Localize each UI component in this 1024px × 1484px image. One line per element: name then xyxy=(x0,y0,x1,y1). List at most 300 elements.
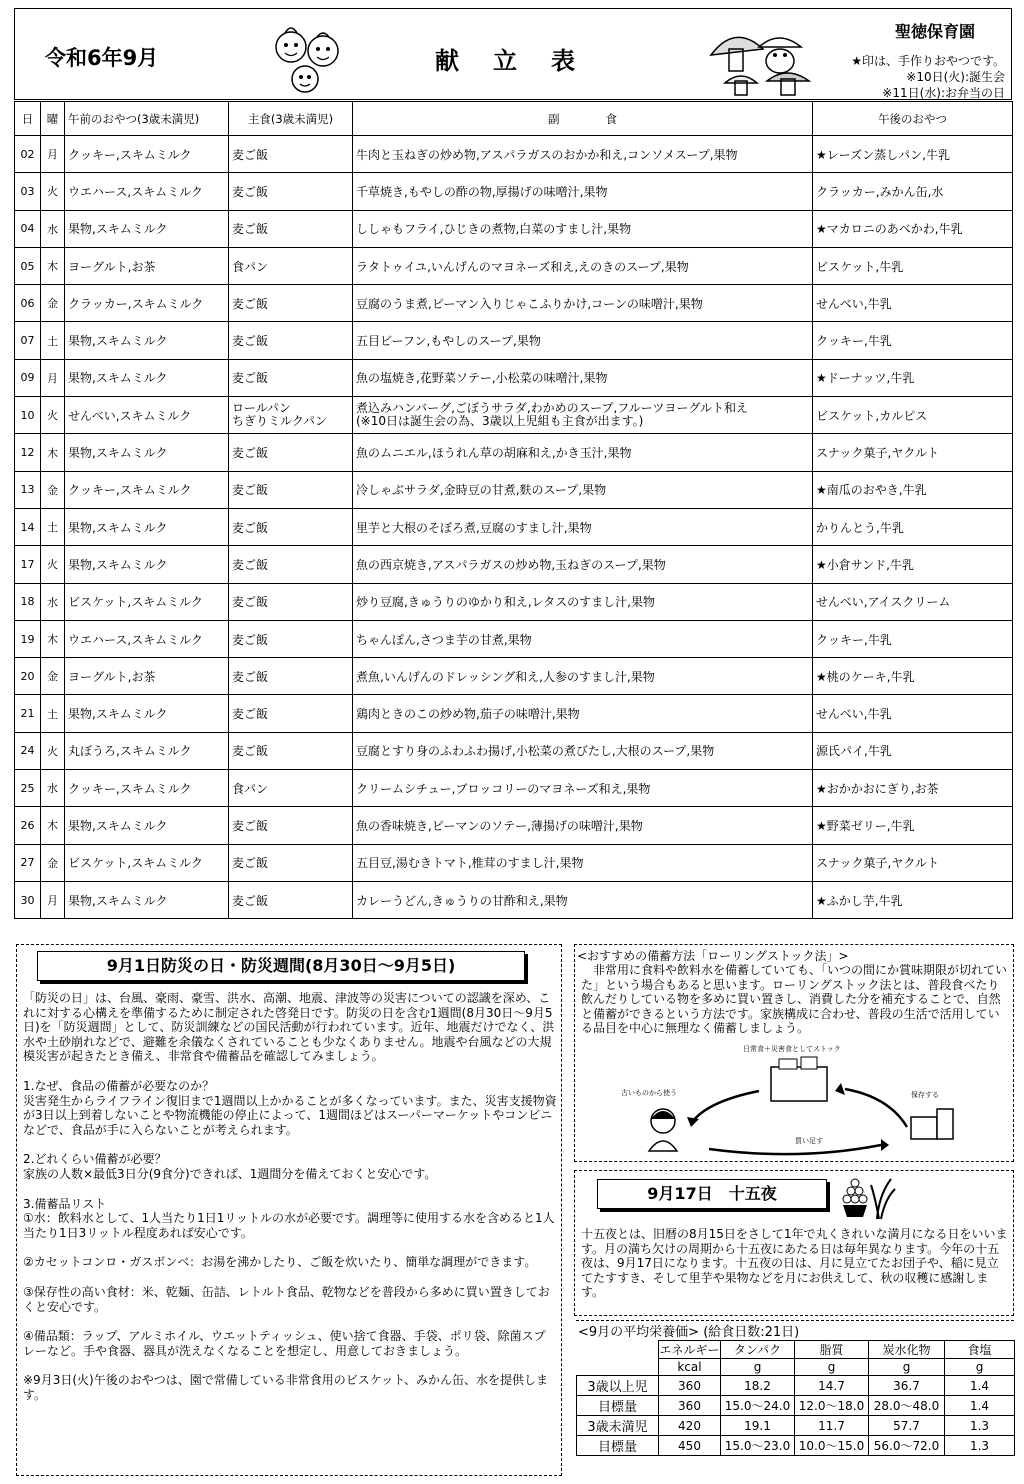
menu-row xyxy=(15,844,1013,881)
moon-dango-susuki-icon xyxy=(841,1175,897,1223)
afternoon-snack: ★ドーナッツ,牛乳 xyxy=(816,371,915,386)
side-dishes: 里芋と大根のそぼろ煮,豆腐のすまし汁,果物 xyxy=(356,520,592,535)
staple: 麦ご飯 xyxy=(232,334,269,349)
staple-cell xyxy=(229,695,353,732)
morning-snack-cell xyxy=(65,807,229,844)
day-cell xyxy=(15,247,41,284)
nutrient-value: 1.3 xyxy=(945,1416,1015,1436)
staple: 麦ご飯 xyxy=(232,818,269,833)
morning-snack: 果物,スキムミルク xyxy=(68,707,168,722)
staple-cell xyxy=(229,397,353,434)
weekday: 木 xyxy=(47,446,58,460)
nutrient-value: 420 xyxy=(659,1416,721,1436)
side-dishes: 魚のムニエル,ほうれん草の胡麻和え,かき玉汁,果物 xyxy=(356,446,632,461)
menu-row xyxy=(15,881,1013,918)
side-dishes: 豆腐とすり身のふわふわ揚げ,小松菜の煮びたし,大根のスープ,果物 xyxy=(356,744,715,759)
staple-cell xyxy=(229,546,353,583)
afternoon-snack-cell xyxy=(813,247,1013,284)
side-dishes: 魚の西京焼き,アスパラガスの炒め物,玉ねぎのスープ,果物 xyxy=(356,557,666,572)
morning-snack-cell xyxy=(65,695,229,732)
morning-snack: 果物,スキムミルク xyxy=(68,334,168,349)
side-dish-cell xyxy=(353,583,813,620)
side-dish-cell xyxy=(353,881,813,918)
col-afternoon-snack: 午後のおやつ xyxy=(813,102,1013,136)
nutrition-table xyxy=(576,1340,1015,1456)
staple: 麦ご飯 xyxy=(232,147,269,162)
morning-snack-cell xyxy=(65,508,229,545)
nutrition-row xyxy=(577,1396,1015,1416)
staple: 麦ご飯 xyxy=(232,557,269,572)
staple-cell xyxy=(229,322,353,359)
morning-snack-cell xyxy=(65,322,229,359)
afternoon-snack-cell xyxy=(813,397,1013,434)
afternoon-snack: ★おかかおにぎり,お茶 xyxy=(816,781,939,796)
day-number: 24 xyxy=(20,744,35,758)
side-dish-cell xyxy=(353,508,813,545)
weekday-cell xyxy=(41,322,65,359)
afternoon-snack-cell xyxy=(813,620,1013,657)
afternoon-snack-cell xyxy=(813,844,1013,881)
menu-row xyxy=(15,732,1013,769)
staple: 麦ご飯 xyxy=(232,483,269,498)
weekday-cell xyxy=(41,881,65,918)
day-number: 14 xyxy=(20,520,35,534)
nutrient-value: 19.1 xyxy=(721,1416,795,1436)
weekday: 木 xyxy=(47,633,58,646)
morning-snack: 果物,スキムミルク xyxy=(68,446,168,461)
nutrient-value: 450 xyxy=(659,1436,721,1456)
school-name: 聖徳保育園 xyxy=(894,22,975,41)
paragraph: 2.どれくらい備蓄が必要？ 家族の人数×最低3日分(9食分)できれば、1週間分を備えておくと安心です。 xyxy=(23,1152,437,1181)
weekday: 火 xyxy=(47,558,58,572)
day-cell xyxy=(15,285,41,322)
morning-snack: クッキー,スキムミルク xyxy=(68,483,192,498)
day-cell xyxy=(15,322,41,359)
morning-snack-cell xyxy=(65,770,229,807)
nutrient-value: 18.2 xyxy=(721,1376,795,1396)
day-cell xyxy=(15,695,41,732)
vegetable-characters-illustration xyxy=(267,23,347,95)
staple-cell xyxy=(229,359,353,396)
afternoon-snack-cell xyxy=(813,770,1013,807)
weekday: 月 xyxy=(47,894,58,908)
paragraph: 「防災の日」は、台風、豪雨、豪雪、洪水、高潮、地震、津波等の災害についての認識を深め、これに対する心構えを準備するために制定された啓発日です。防災の日を含む1週間(8月30日～9月5日)を「防災週間」として、防災訓練などの国民活動が行われています。近年、地震だけでなく、洪水や土砂崩れなどで、避難を余儀なくされていることも少なくありません。地震や台風などの大規模災害が起きたとき備え、非常食や備蓄品を確認してみましょう。 xyxy=(23,991,555,1064)
note-line: ※11日(水):お弁当の日 xyxy=(882,86,1005,100)
side-dish-cell xyxy=(353,695,813,732)
day-cell xyxy=(15,844,41,881)
morning-snack-cell xyxy=(65,881,229,918)
day-number: 03 xyxy=(20,184,35,198)
paragraph: ④備品類：ラップ、アルミホイル、ウエットティッシュ、使い捨て食器、手袋、ポリ袋、除菌スプレーなど。手や食器、器具が洗えなくなることを想定し、用意しておきましょう。 xyxy=(23,1329,546,1358)
day-number: 21 xyxy=(20,707,35,721)
morning-snack-cell xyxy=(65,658,229,695)
weekday: 金 xyxy=(47,297,58,311)
day-number: 10 xyxy=(20,408,35,422)
day-cell xyxy=(15,397,41,434)
menu-row xyxy=(15,583,1013,620)
day-number: 07 xyxy=(20,334,35,348)
menu-row xyxy=(15,695,1013,732)
morning-snack: ヨーグルト,お茶 xyxy=(68,669,156,684)
weekday-cell xyxy=(41,620,65,657)
col-side-dishes: 副 食 xyxy=(353,102,813,136)
weekday-cell xyxy=(41,247,65,284)
afternoon-snack: クッキー,牛乳 xyxy=(816,334,892,349)
nutrient-value: 10.0～15.0 xyxy=(795,1436,869,1456)
morning-snack: 果物,スキムミルク xyxy=(68,818,168,833)
nutrient-value: 360 xyxy=(659,1376,721,1396)
side-dishes: 鶏肉ときのこの炒め物,茄子の味噌汁,果物 xyxy=(356,707,580,722)
staple-cell xyxy=(229,583,353,620)
day-number: 18 xyxy=(20,595,35,609)
note-line: ※10日(火):誕生会 xyxy=(906,70,1005,84)
side-dish-cell xyxy=(353,770,813,807)
staple: 麦ご飯 xyxy=(232,222,269,237)
morning-snack-cell xyxy=(65,732,229,769)
morning-snack-cell xyxy=(65,285,229,322)
menu-row xyxy=(15,322,1013,359)
nutrient-value: 360 xyxy=(659,1396,721,1416)
staple-cell xyxy=(229,136,353,173)
weekday: 土 xyxy=(47,521,58,535)
side-dish-cell xyxy=(353,359,813,396)
weekday: 金 xyxy=(47,856,58,870)
rolling-body: 非常用に食料や飲料水を備蓄していても、「いつの間にか賞味期限が切れていた」という場合もあると思います。ローリングストック法とは、普段食べたり飲んだりしている物を多めに買い置きし、消費した分を補充することで、自然と備蓄ができるという方法です。家族構成に合わせ、普段の生活で活用している品目を中心に無理なく備蓄しましょう。 xyxy=(581,963,1008,1036)
weekday: 土 xyxy=(47,334,58,348)
rolling-stock-section xyxy=(574,944,1014,1162)
staple: 麦ご飯 xyxy=(232,707,269,722)
weekday-cell xyxy=(41,173,65,210)
afternoon-snack: スナック菓子,ヤクルト xyxy=(816,446,939,461)
weekday: 木 xyxy=(47,819,58,833)
side-dishes: 豆腐のうま煮,ピーマン入りじゃこふりかけ,コーンの味噌汁,果物 xyxy=(356,296,703,311)
nutrition-rows xyxy=(577,1376,1015,1456)
nutrient-value: 57.7 xyxy=(869,1416,945,1436)
afternoon-snack: ★小倉サンド,牛乳 xyxy=(816,557,914,572)
afternoon-snack-cell xyxy=(813,695,1013,732)
weekday-cell xyxy=(41,732,65,769)
nutrition-row xyxy=(577,1376,1015,1396)
morning-snack: 果物,スキムミルク xyxy=(68,222,168,237)
menu-row xyxy=(15,658,1013,695)
day-number: 12 xyxy=(20,446,35,460)
day-number: 09 xyxy=(20,371,35,385)
nutrient-value: 56.0～72.0 xyxy=(869,1436,945,1456)
staple-cell xyxy=(229,881,353,918)
staple: 麦ご飯 xyxy=(232,856,269,871)
menu-row xyxy=(15,285,1013,322)
menu-row xyxy=(15,434,1013,471)
paragraph: 1.なぜ、食品の備蓄が必要なのか？ 災害発生からライフライン復旧まで1週間以上かかることが多くなっています。また、災害支援物資が3日以上到着しないことや物流機能の停止によって、1週間ほどはスーパーマーケットやコンビニなどで、食品が手に入らないことが考えられます。 xyxy=(23,1078,557,1137)
menu-row xyxy=(15,397,1013,434)
disaster-body xyxy=(23,991,557,1417)
afternoon-snack-cell xyxy=(813,173,1013,210)
day-number: 02 xyxy=(20,147,35,161)
jugoya-section xyxy=(574,1170,1014,1316)
afternoon-snack: かりんとう,牛乳 xyxy=(816,520,904,535)
side-dish-cell xyxy=(353,322,813,359)
staple: ロールパン xyxy=(232,401,291,416)
side-dishes: クリームシチュー,ブロッコリーのマヨネーズ和え,果物 xyxy=(356,781,651,796)
morning-snack-cell xyxy=(65,546,229,583)
afternoon-snack-cell xyxy=(813,583,1013,620)
afternoon-snack: 源氏パイ,牛乳 xyxy=(816,744,892,759)
nutrient-value: 14.7 xyxy=(795,1376,869,1396)
weekday: 火 xyxy=(47,744,58,758)
weekday: 水 xyxy=(47,222,58,236)
unit-cell: kcal xyxy=(659,1359,721,1376)
weekday-cell xyxy=(41,508,65,545)
nutrient-header: 脂質 xyxy=(795,1341,869,1359)
nutrient-value: 15.0～23.0 xyxy=(721,1436,795,1456)
morning-snack: クッキー,スキムミルク xyxy=(68,781,192,796)
side-dish-cell xyxy=(353,546,813,583)
staple: 麦ご飯 xyxy=(232,595,269,610)
weekday: 火 xyxy=(47,185,58,199)
afternoon-snack: ★野菜ゼリー,牛乳 xyxy=(816,818,915,833)
morning-snack: ビスケット,スキムミルク xyxy=(68,856,203,871)
nutrient-value: 28.0～48.0 xyxy=(869,1396,945,1416)
afternoon-snack-cell xyxy=(813,807,1013,844)
day-cell xyxy=(15,620,41,657)
side-dish-cell xyxy=(353,807,813,844)
day-number: 17 xyxy=(20,557,35,571)
weekday-cell xyxy=(41,844,65,881)
afternoon-snack: ビスケット,牛乳 xyxy=(816,259,904,274)
weekday-cell xyxy=(41,471,65,508)
day-cell xyxy=(15,359,41,396)
day-cell xyxy=(15,471,41,508)
afternoon-snack-cell xyxy=(813,136,1013,173)
menu-table xyxy=(14,101,1013,919)
side-dishes: 五目ビーフン,もやしのスープ,果物 xyxy=(356,334,541,349)
nutrition-caption: <9月の平均栄養価> (給食日数:21日) xyxy=(576,1320,1014,1340)
afternoon-snack-cell xyxy=(813,546,1013,583)
side-dish-note: (※10日は誕生会の為、3歳以上児組も主食が出ます。) xyxy=(356,414,644,429)
menu-row xyxy=(15,508,1013,545)
nutrient-value: 12.0～18.0 xyxy=(795,1396,869,1416)
staple: 食パン xyxy=(232,781,269,796)
morning-snack-cell xyxy=(65,397,229,434)
document-title: 献立表 xyxy=(435,47,609,75)
day-cell xyxy=(15,434,41,471)
weekday: 木 xyxy=(47,260,58,274)
jugoya-title: 9月17日 十五夜 xyxy=(597,1179,827,1209)
side-dish-cell xyxy=(353,173,813,210)
menu-row xyxy=(15,136,1013,173)
side-dish-cell xyxy=(353,136,813,173)
afternoon-snack: せんべい,牛乳 xyxy=(816,296,892,311)
day-cell xyxy=(15,173,41,210)
side-dish-cell xyxy=(353,844,813,881)
staple: 麦ご飯 xyxy=(232,520,269,535)
weekday: 火 xyxy=(47,409,58,423)
side-dishes: 煮込みハンバーグ,ごぼうサラダ,わかめのスープ,フルーツヨーグルト和え xyxy=(356,401,748,416)
rolling-stock-illustration xyxy=(619,1041,969,1159)
side-dish-cell xyxy=(353,471,813,508)
side-dish-cell xyxy=(353,658,813,695)
day-number: 05 xyxy=(20,259,35,273)
day-cell xyxy=(15,136,41,173)
afternoon-snack: ★ふかし芋,牛乳 xyxy=(816,893,903,908)
afternoon-snack: せんべい,アイスクリーム xyxy=(816,595,951,610)
morning-snack-cell xyxy=(65,136,229,173)
rolling-heading: <おすすめの備蓄方法「ローリングストック法」> xyxy=(577,949,849,963)
staple: 食パン xyxy=(232,259,269,274)
side-dish-cell xyxy=(353,247,813,284)
paragraph: 3.備蓄品リスト ①水：飲料水として、1人当たり1日1リットルの水が必要です。調理等に使用する水を含めると1人当たり1日3リットル程度あれば安心です。 xyxy=(23,1196,555,1240)
nutrient-value: 1.4 xyxy=(945,1396,1015,1416)
paragraph: ※9月3日(火)午後のおやつは、園で常備している非常食用のビスケット、みかん缶、水を提供します。 xyxy=(23,1373,549,1402)
afternoon-snack: ★マカロニのあべかわ,牛乳 xyxy=(816,222,963,237)
side-dish-cell xyxy=(353,397,813,434)
morning-snack: せんべい,スキムミルク xyxy=(68,408,192,423)
illust-label: 古いものから使う xyxy=(621,1089,677,1097)
side-dish-cell xyxy=(353,210,813,247)
staple-cell xyxy=(229,770,353,807)
staple: 麦ご飯 xyxy=(232,446,269,461)
staple: 麦ご飯 xyxy=(232,371,269,386)
nutrient-value: 36.7 xyxy=(869,1376,945,1396)
menu-row xyxy=(15,471,1013,508)
afternoon-snack: ★レーズン蒸しパン,牛乳 xyxy=(816,147,950,162)
row-label: 目標量 xyxy=(577,1436,659,1456)
afternoon-snack-cell xyxy=(813,285,1013,322)
staple: 麦ご飯 xyxy=(232,184,269,199)
afternoon-snack-cell xyxy=(813,434,1013,471)
nutrition-header-row xyxy=(577,1341,1015,1359)
weekday-cell xyxy=(41,658,65,695)
day-cell xyxy=(15,881,41,918)
weekday-cell xyxy=(41,770,65,807)
row-label: 3歳未満児 xyxy=(577,1416,659,1436)
side-dishes: 魚の塩焼き,花野菜ソテー,小松菜の味噌汁,果物 xyxy=(356,371,608,386)
weekday-cell xyxy=(41,546,65,583)
day-number: 27 xyxy=(20,856,35,870)
menu-row xyxy=(15,620,1013,657)
afternoon-snack: クラッカー,みかん缶,水 xyxy=(816,184,944,199)
side-dish-cell xyxy=(353,434,813,471)
day-number: 25 xyxy=(20,781,35,795)
illust-label: 保存する xyxy=(911,1091,939,1099)
unit-cell: g xyxy=(945,1359,1015,1376)
afternoon-snack-cell xyxy=(813,508,1013,545)
day-number: 30 xyxy=(20,893,35,907)
day-number: 20 xyxy=(20,669,35,683)
paragraph: ②カセットコンロ・ガスボンベ：お湯を沸かしたり、ご飯を炊いたり、簡単な調理ができます。 xyxy=(23,1255,537,1270)
nutrient-header: タンパク xyxy=(721,1341,795,1359)
menu-rows xyxy=(15,136,1013,919)
weekday-cell xyxy=(41,397,65,434)
weekday-cell xyxy=(41,583,65,620)
nutrition-row xyxy=(577,1436,1015,1456)
afternoon-snack-cell xyxy=(813,210,1013,247)
staple: ちぎりミルクパン xyxy=(232,414,328,429)
staple-cell xyxy=(229,732,353,769)
weekday: 月 xyxy=(47,371,58,385)
morning-snack-cell xyxy=(65,583,229,620)
menu-header-row xyxy=(15,102,1013,136)
mushroom-characters-illustration xyxy=(705,25,831,99)
day-cell xyxy=(15,770,41,807)
menu-row xyxy=(15,210,1013,247)
staple-cell xyxy=(229,285,353,322)
weekday-cell xyxy=(41,285,65,322)
weekday: 金 xyxy=(47,670,58,684)
weekday: 水 xyxy=(47,595,58,609)
staple-cell xyxy=(229,620,353,657)
staple-cell xyxy=(229,434,353,471)
morning-snack: 果物,スキムミルク xyxy=(68,371,168,386)
side-dishes: 炒り豆腐,きゅうりのゆかり和え,レタスのすまし汁,果物 xyxy=(356,595,655,610)
afternoon-snack-cell xyxy=(813,732,1013,769)
side-dishes: 煮魚,いんげんのドレッシング和え,人参のすまし汁,果物 xyxy=(356,669,655,684)
menu-row xyxy=(15,546,1013,583)
afternoon-snack: ビスケット,カルピス xyxy=(816,408,928,423)
menu-row xyxy=(15,173,1013,210)
illust-label: 日常食＋災害食としてストック xyxy=(743,1045,841,1053)
day-cell xyxy=(15,546,41,583)
staple: 麦ご飯 xyxy=(232,296,269,311)
menu-row xyxy=(15,247,1013,284)
row-label: 3歳以上児 xyxy=(577,1376,659,1396)
afternoon-snack-cell xyxy=(813,359,1013,396)
staple-cell xyxy=(229,471,353,508)
day-cell xyxy=(15,508,41,545)
weekday: 土 xyxy=(47,707,58,721)
morning-snack-cell xyxy=(65,434,229,471)
morning-snack: ヨーグルト,お茶 xyxy=(68,259,156,274)
nutrition-section xyxy=(576,1320,1014,1456)
side-dishes: 牛肉と玉ねぎの炒め物,アスパラガスのおかか和え,コンソメスープ,果物 xyxy=(356,147,738,162)
staple-cell xyxy=(229,173,353,210)
morning-snack-cell xyxy=(65,620,229,657)
staple: 麦ご飯 xyxy=(232,893,269,908)
day-number: 06 xyxy=(20,296,35,310)
header-notes xyxy=(851,53,1005,101)
staple: 麦ご飯 xyxy=(232,744,269,759)
day-cell xyxy=(15,658,41,695)
morning-snack: 丸ぼうろ,スキムミルク xyxy=(68,744,192,759)
day-number: 13 xyxy=(20,483,35,497)
staple-cell xyxy=(229,508,353,545)
col-morning-snack: 午前のおやつ(3歳未満児) xyxy=(65,102,229,136)
weekday: 水 xyxy=(47,782,58,796)
afternoon-snack: ★桃のケーキ,牛乳 xyxy=(816,669,915,684)
afternoon-snack-cell xyxy=(813,658,1013,695)
menu-sheet xyxy=(14,8,1012,1478)
morning-snack-cell xyxy=(65,471,229,508)
header xyxy=(14,8,1012,100)
morning-snack: ウエハース,スキムミルク xyxy=(68,184,203,199)
weekday: 金 xyxy=(47,483,58,497)
row-label: 目標量 xyxy=(577,1396,659,1416)
side-dish-cell xyxy=(353,285,813,322)
morning-snack-cell xyxy=(65,359,229,396)
staple-cell xyxy=(229,210,353,247)
side-dishes: ししゃもフライ,ひじきの煮物,白菜のすまし汁,果物 xyxy=(356,222,632,237)
morning-snack: ビスケット,スキムミルク xyxy=(68,595,203,610)
day-cell xyxy=(15,732,41,769)
day-number: 19 xyxy=(20,632,35,646)
staple: 麦ご飯 xyxy=(232,632,269,647)
day-cell xyxy=(15,210,41,247)
side-dishes: カレーうどん,きゅうりの甘酢和え,果物 xyxy=(356,893,568,908)
side-dishes: 魚の香味焼き,ピーマンのソテー,薄揚げの味噌汁,果物 xyxy=(356,818,643,833)
nutrition-row xyxy=(577,1416,1015,1436)
morning-snack: 果物,スキムミルク xyxy=(68,520,168,535)
nutrient-header: 食塩 xyxy=(945,1341,1015,1359)
